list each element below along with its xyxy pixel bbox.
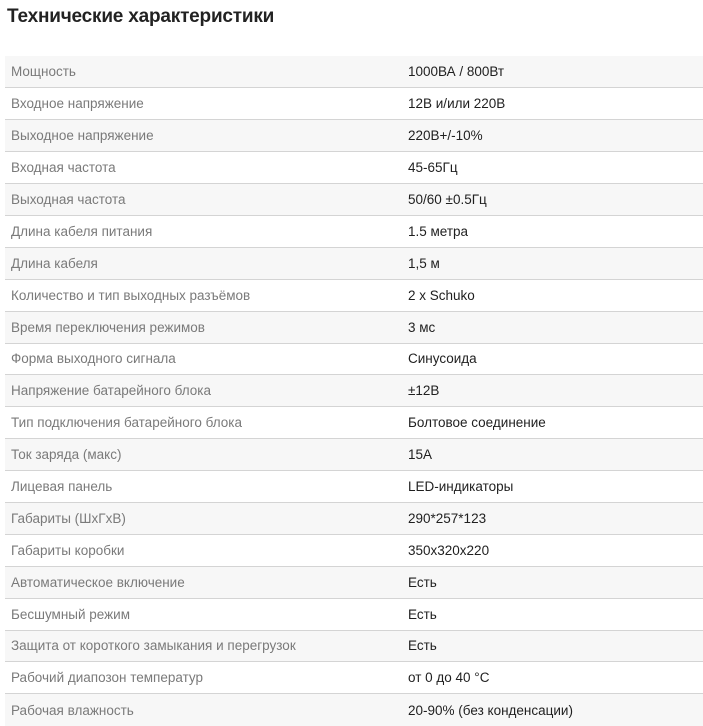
spec-row — [5, 694, 703, 726]
spec-label: Ток заряда (макс) — [5, 439, 398, 471]
spec-label: Напряжение батарейного блока — [5, 375, 398, 407]
spec-value: 3 мс — [398, 311, 703, 343]
spec-value: LED-индикаторы — [398, 471, 703, 503]
spec-value: Есть — [398, 598, 703, 630]
spec-label: Входное напряжение — [5, 88, 398, 120]
spec-value: 1000ВА / 800Вт — [398, 56, 703, 88]
spec-row — [5, 56, 703, 88]
specs-table — [5, 56, 703, 726]
spec-label: Тип подключения батарейного блока — [5, 407, 398, 439]
spec-label: Выходное напряжение — [5, 120, 398, 152]
spec-row — [5, 88, 703, 120]
spec-label: Длина кабеля — [5, 247, 398, 279]
spec-value: Синусоида — [398, 343, 703, 375]
spec-value: Болтовое соединение — [398, 407, 703, 439]
spec-label: Лицевая панель — [5, 471, 398, 503]
spec-label: Защита от короткого замыкания и перегрузок — [5, 630, 398, 662]
spec-row — [5, 152, 703, 184]
spec-label: Автоматическое включение — [5, 566, 398, 598]
spec-row — [5, 184, 703, 216]
spec-label: Количество и тип выходных разъёмов — [5, 279, 398, 311]
spec-row — [5, 662, 703, 694]
spec-value: Есть — [398, 630, 703, 662]
spec-row — [5, 630, 703, 662]
spec-value: 50/60 ±0.5Гц — [398, 184, 703, 216]
spec-row — [5, 502, 703, 534]
spec-row — [5, 343, 703, 375]
spec-row — [5, 215, 703, 247]
spec-value: 1.5 метра — [398, 215, 703, 247]
spec-label: Форма выходного сигнала — [5, 343, 398, 375]
spec-row — [5, 471, 703, 503]
spec-row — [5, 279, 703, 311]
spec-label: Время переключения режимов — [5, 311, 398, 343]
spec-value: 350x320x220 — [398, 534, 703, 566]
spec-row — [5, 534, 703, 566]
spec-label: Габариты (ШхГхВ) — [5, 502, 398, 534]
spec-value: 290*257*123 — [398, 502, 703, 534]
spec-value: 45-65Гц — [398, 152, 703, 184]
spec-label: Габариты коробки — [5, 534, 398, 566]
spec-row — [5, 439, 703, 471]
spec-value: 15А — [398, 439, 703, 471]
spec-value: 1,5 м — [398, 247, 703, 279]
spec-label: Рабочий диапозон температур — [5, 662, 398, 694]
page-title: Технические характеристики — [7, 6, 275, 27]
spec-label: Мощность — [5, 56, 398, 88]
spec-value: от 0 до 40 °C — [398, 662, 703, 694]
spec-value: 12В и/или 220В — [398, 88, 703, 120]
spec-row — [5, 598, 703, 630]
spec-row — [5, 247, 703, 279]
spec-value: 2 x Schuko — [398, 279, 703, 311]
spec-row — [5, 375, 703, 407]
spec-value: 220В+/-10% — [398, 120, 703, 152]
spec-row — [5, 407, 703, 439]
spec-label: Длина кабеля питания — [5, 215, 398, 247]
spec-label: Рабочая влажность — [5, 694, 398, 726]
spec-value: ±12В — [398, 375, 703, 407]
spec-value: 20-90% (без конденсации) — [398, 694, 703, 726]
spec-label: Бесшумный режим — [5, 598, 398, 630]
spec-value: Есть — [398, 566, 703, 598]
spec-label: Выходная частота — [5, 184, 398, 216]
spec-row — [5, 120, 703, 152]
spec-label: Входная частота — [5, 152, 398, 184]
spec-row — [5, 311, 703, 343]
spec-row — [5, 566, 703, 598]
